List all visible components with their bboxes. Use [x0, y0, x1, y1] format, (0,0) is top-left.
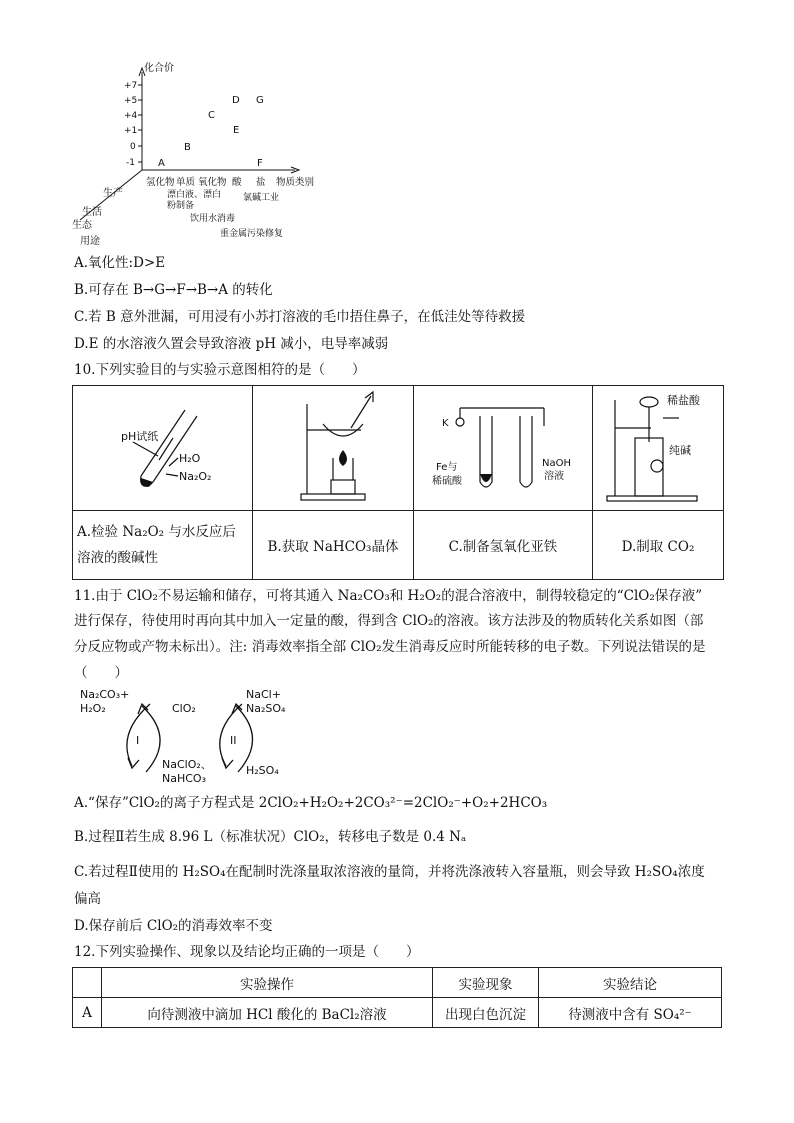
ph-paper-label: pH试纸: [121, 430, 159, 443]
y-tick: +1: [124, 126, 138, 136]
dilute-h2so4-label: 稀硫酸: [432, 476, 462, 487]
figure-c-cell: [414, 386, 593, 511]
use-label: 漂白液、漂白: [167, 190, 222, 200]
figure-b-cell: [253, 386, 414, 511]
option-d: D.E 的水溶液久置会导致溶液 pH 减小，电导率减弱: [74, 336, 389, 352]
center-clo2: ClO₂: [172, 702, 196, 715]
ph-test-figure: [73, 386, 252, 506]
naoh-label: NaOH: [542, 458, 571, 469]
y-tick: +4: [124, 111, 138, 121]
point-a: A: [158, 158, 165, 169]
q12-table: [72, 967, 722, 1028]
x-category: 氢化物: [146, 177, 175, 188]
y-tick: +5: [124, 96, 138, 106]
y-tick: -1: [126, 158, 135, 168]
conversion-diagram: [76, 686, 306, 786]
k-label: K: [442, 418, 449, 429]
option-a: A.氧化性:D>E: [74, 255, 166, 271]
question-11-stem-line1: 11.由于 ClO₂不易运输和储存，可将其通入 Na₂CO₃和 H₂O₂的混合溶液中，制得较稳定的“ClO₂保存液”: [74, 588, 703, 604]
acid-label: H₂SO₄: [246, 764, 279, 777]
q12-header-operation: 实验操作: [102, 968, 433, 998]
q11-option-b: B.过程Ⅱ若生成 8.96 L（标准状况）ClO₂，转移电子数是 0.4 Nₐ: [74, 829, 467, 845]
q12-header-phenomenon: 实验现象: [433, 968, 539, 998]
co2-figure: [593, 386, 723, 506]
valence-category-graph: [70, 60, 330, 250]
x-category: 酸: [232, 177, 242, 188]
caption-d: D.制取 CO₂: [593, 511, 724, 580]
caption-a-line1: A.检验 Na₂O₂ 与水反应后: [77, 524, 236, 540]
point-g: G: [256, 95, 264, 106]
figure-a-cell: [73, 386, 253, 511]
naoh-solution-label: 溶液: [544, 471, 564, 482]
process-i: I: [136, 734, 140, 747]
x-category: 盐: [256, 177, 266, 188]
q11-option-c-line1: C.若过程Ⅱ使用的 H₂SO₄在配制时洗涤量取浓溶液的量筒，并将洗涤液转入容量瓶，则会导致 H₂SO₄浓度: [74, 864, 705, 880]
question-12-stem: 12.下列实验操作、现象以及结论均正确的一项是（ ）: [74, 944, 420, 960]
option-b: B.可存在 B→G→F→B→A 的转化: [74, 282, 273, 298]
product-line2: Na₂SO₄: [246, 702, 286, 715]
option-c: C.若 B 意外泄漏，可用浸有小苏打溶液的毛巾捂住鼻子，在低洼处等待救援: [74, 309, 526, 325]
q11-option-c-line2: 偏高: [74, 891, 101, 907]
ferrous-hydroxide-figure: [414, 386, 592, 506]
point-d: D: [232, 95, 240, 106]
experiment-table: [72, 385, 724, 580]
x-category: 氧化物: [198, 177, 227, 188]
point-b: B: [184, 142, 191, 153]
q12-row-conclusion: 待测液中含有 SO₄²⁻: [539, 998, 722, 1028]
fe-label: Fe与: [436, 462, 458, 473]
use-label: 饮用水消毒: [190, 214, 236, 224]
question-10-stem: 10.下列实验目的与实验示意图相符的是（ ）: [74, 362, 366, 378]
y-tick: 0: [130, 142, 136, 152]
q12-header-conclusion: 实验结论: [539, 968, 722, 998]
figure-d-cell: [593, 386, 724, 511]
process-ii: II: [230, 734, 237, 747]
use-label: 重金属污染修复: [220, 229, 284, 239]
dilute-hcl-label: 稀盐酸: [667, 394, 700, 407]
product-line1: NaCl+: [246, 688, 281, 701]
q11-option-a: A.“保存”ClO₂的离子方程式是 2ClO₂+H₂O₂+2CO₃²⁻=2ClO₂⁻+O₂+2HCO₃: [74, 795, 548, 811]
question-11-stem-line4: （ ）: [74, 665, 128, 681]
intermediate-line1: NaClO₂、: [162, 758, 212, 771]
q12-row-operation: 向待测液中滴加 HCl 酸化的 BaCl₂溶液: [102, 998, 433, 1028]
use-label: 粉制备: [167, 201, 195, 211]
y-tick: +7: [124, 81, 138, 91]
z-label: 生态: [72, 220, 92, 231]
point-f: F: [257, 158, 263, 169]
na2o2-label: Na₂O₂: [179, 470, 212, 483]
reactant-line2: H₂O₂: [80, 702, 106, 715]
z-label: 用途: [80, 236, 100, 247]
question-11-stem-line3: 分反应物或产物未标出）。注: 消毒效率指全部 ClO₂发生消毒反应时所能转移的电子数。下列说法错误的是: [74, 639, 706, 655]
point-e: E: [233, 125, 240, 136]
caption-a-line2: 溶液的酸碱性: [77, 550, 158, 566]
q12-header-empty: [73, 968, 102, 998]
x-category: 单质: [176, 177, 196, 188]
y-axis-title: 化合价: [144, 63, 174, 74]
x-axis-title: 物质类别: [276, 177, 315, 188]
point-c: C: [208, 110, 215, 121]
evaporation-figure: [253, 386, 413, 506]
caption-a: [73, 511, 253, 580]
q12-row-label: A: [73, 998, 102, 1028]
caption-b: B.获取 NaHCO₃晶体: [253, 511, 414, 580]
h2o-label: H₂O: [179, 452, 201, 465]
intermediate-line2: NaHCO₃: [162, 772, 206, 785]
question-11-stem-line2: 进行保存，待使用时再向其中加入一定量的酸，得到含 ClO₂的溶液。该方法涉及的物质转化关系如图（部: [74, 613, 704, 629]
caption-c: C.制备氢氧化亚铁: [414, 511, 593, 580]
z-label: 生活: [82, 207, 102, 218]
use-label: 氯碱工业: [243, 193, 280, 203]
z-label: 生产: [103, 188, 123, 199]
q12-row-phenomenon: 出现白色沉淀: [433, 998, 539, 1028]
soda-label: 纯碱: [669, 444, 691, 457]
reactant-line1: Na₂CO₃+: [80, 688, 130, 701]
q11-option-d: D.保存前后 ClO₂的消毒效率不变: [74, 918, 273, 934]
